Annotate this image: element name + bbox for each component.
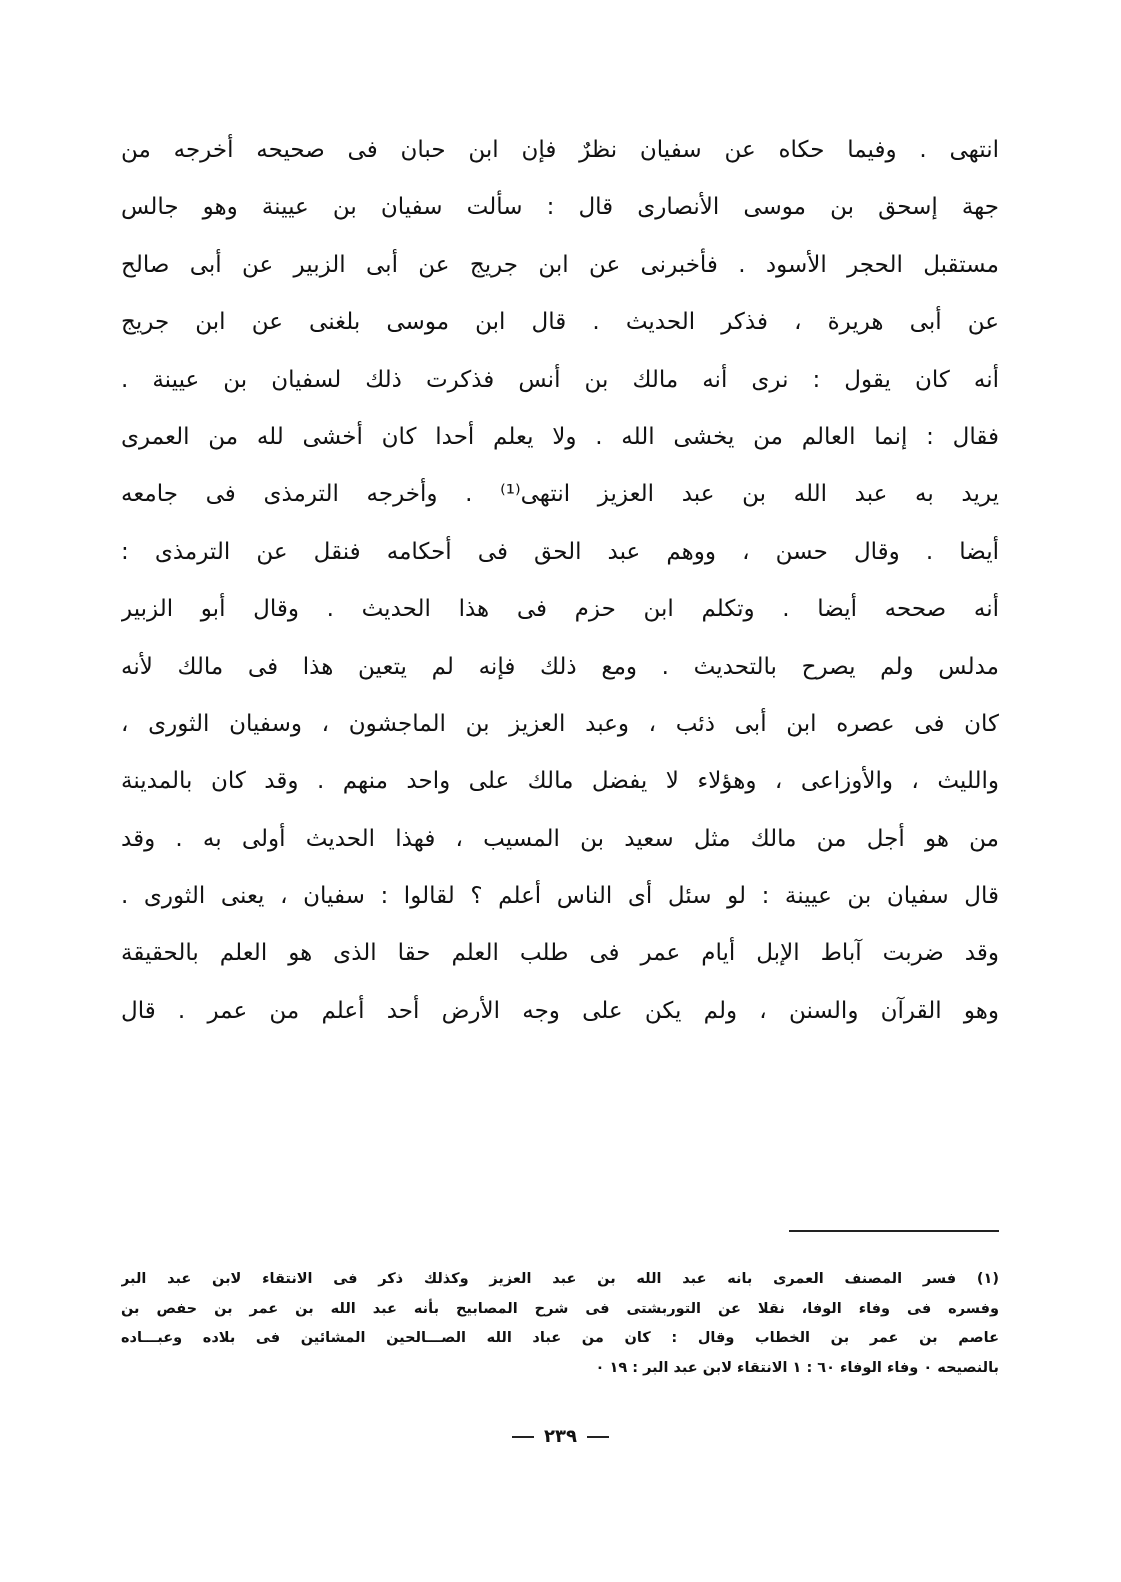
text-line: أيضا . وقال حسن ، ووهم عبد الحق فى أحكامه فنقل عن الترمذى : — [121, 538, 999, 565]
text-line: من هو أجل من مالك مثل سعيد بن المسيب ، فهذا الحديث أولى به . وقد — [121, 825, 999, 852]
footnote-separator — [789, 1230, 999, 1232]
text-line: أنه صححه أيضا . وتكلم ابن حزم فى هذا الحديث . وقال أبو الزبير — [121, 596, 999, 623]
text-line: وقد ضربت آباط الإبل أيام عمر فى طلب العلم حقا الذى هو العلم بالحقيقة — [121, 940, 999, 967]
footnotes-block — [121, 1265, 999, 1383]
footnote-line: عاصم بن عمر بن الخطاب وقال : كان من عباد الله الصـــالحين المشائين فى بلاده وعبـــاده — [121, 1330, 999, 1346]
page-number-dash-left — [587, 1436, 609, 1438]
footnote-line: وفسره فى وفاء الوفا، نقلا عن التوربشتى فى شرح المصابيح بأنه عبد الله بن عمر بن حفص بن — [121, 1300, 999, 1317]
text-line: كان فى عصره ابن أبى ذئب ، وعبد العزيز بن الماجشون ، وسفيان الثورى ، — [121, 710, 999, 737]
text-line: عن أبى هريرة ، فذكر الحديث . قال ابن موسى بلغنى عن ابن جريج — [121, 309, 999, 336]
page-number-dash-right — [512, 1436, 534, 1438]
text-line: جهة إسحق بن موسى الأنصارى قال : سألت سفيان بن عيينة وهو جالس — [121, 194, 999, 221]
text-line: والليث ، والأوزاعى ، وهؤلاء لا يفضل مالك على واحد منهم . وقد كان بالمدينة — [121, 768, 999, 795]
footnote-line: (١) فسر المصنف العمرى بانه عبد الله بن عبد العزيز وكذلك ذكر فى الانتقاء لابن عبد البر — [121, 1271, 999, 1287]
text-line: انتهى . وفيما حكاه عن سفيان نظرٌ فإن ابن حبان فى صحيحه أخرجه من — [121, 137, 999, 163]
text-line: أنه كان يقول : نرى أنه مالك بن أنس فذكرت ذلك لسفيان بن عيينة . — [121, 366, 999, 393]
footnote-line: بالنصيحه ٠ وفاء الوفاء ٦٠ : ١ الانتقاء لابن عبد البر : ١٩ ٠ — [595, 1359, 999, 1376]
page-number: ٢٣٩ — [544, 1426, 577, 1447]
main-text-block — [121, 122, 999, 1040]
text-line: يريد به عبد الله بن عبد العزيز انتهى⁽¹⁾ . وأخرجه الترمذى فى جامعه — [121, 481, 999, 508]
page-number-footer — [0, 1426, 1121, 1447]
text-line: فقال : إنما العالم من يخشى الله . ولا يعلم أحدا كان أخشى لله من العمرى — [121, 423, 999, 450]
text-line: قال سفيان بن عيينة : لو سئل أى الناس أعلم ؟ لقالوا : سفيان ، يعنى الثورى . — [121, 883, 999, 910]
text-line: مستقبل الحجر الأسود . فأخبرنى عن ابن جريج عن أبى الزبير عن أبى صالح — [121, 251, 999, 278]
text-line: مدلس ولم يصرح بالتحديث . ومع ذلك فإنه لم يتعين هذا فى مالك لأنه — [121, 653, 999, 680]
text-line: وهو القرآن والسنن ، ولم يكن على وجه الأرض أحد أعلم من عمر . قال — [121, 997, 999, 1024]
